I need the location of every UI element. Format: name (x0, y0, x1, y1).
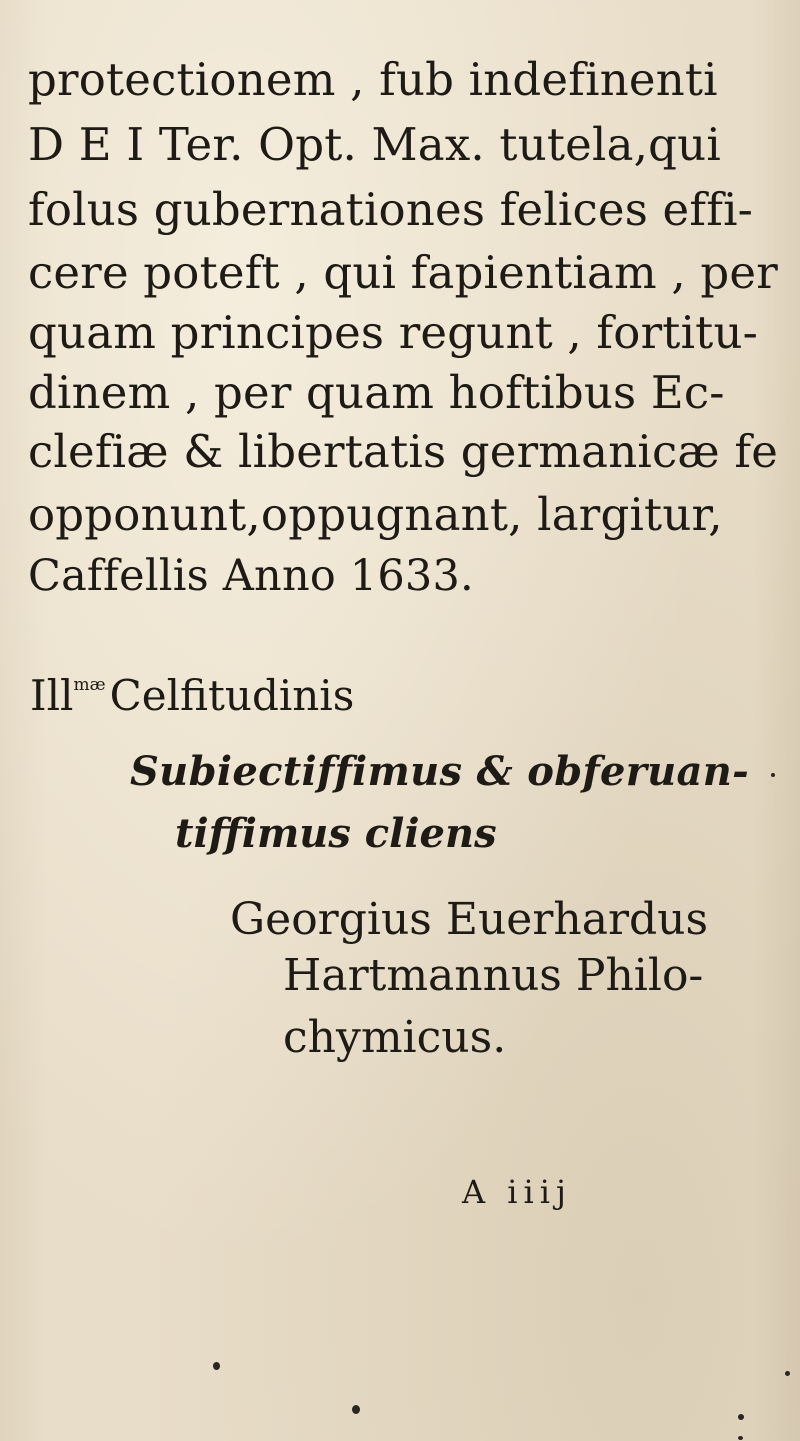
body-line-8: opponunt,oppugnant, largitur, (28, 488, 723, 541)
paper-speck (771, 773, 775, 777)
paper-speck (352, 1405, 360, 1414)
paper-speck (785, 1371, 790, 1376)
address-line (30, 657, 354, 724)
closing-line-2: tiffimus cliens (175, 810, 497, 857)
body-line-date: Caffellis Anno 1633. (28, 551, 474, 601)
signature-line-1: Georgius Euerhardus (230, 894, 709, 945)
body-line-4: cere poteft , qui fapientiam , per (28, 246, 778, 299)
paper-speck (738, 1436, 743, 1440)
body-line-3: folus gubernationes felices effi- (28, 183, 754, 236)
paper-speck (738, 1414, 744, 1420)
body-line-2: D E I Ter. Opt. Max. tutela,qui (28, 118, 721, 171)
closing-line-1: Subiectiffimus & obferuan- (130, 748, 749, 795)
body-line-5: quam principes regunt , fortitu- (28, 306, 759, 359)
signature-mark: A iiij (462, 1173, 572, 1211)
signature-line-2: Hartmannus Philo- (283, 950, 704, 1001)
body-line-7: clefiæ & libertatis germanicæ fe (28, 425, 779, 478)
paper-speck (213, 1362, 220, 1370)
address-prefix: Ill (30, 671, 74, 720)
signature-line-3: chymicus. (283, 1012, 507, 1063)
body-line-1: protectionem , fub indefinenti (28, 53, 718, 106)
body-line-6: dinem , per quam hoftibus Ec- (28, 366, 725, 419)
address-word: Celfitudinis (109, 671, 355, 720)
address-superscript: mæ (73, 675, 106, 695)
